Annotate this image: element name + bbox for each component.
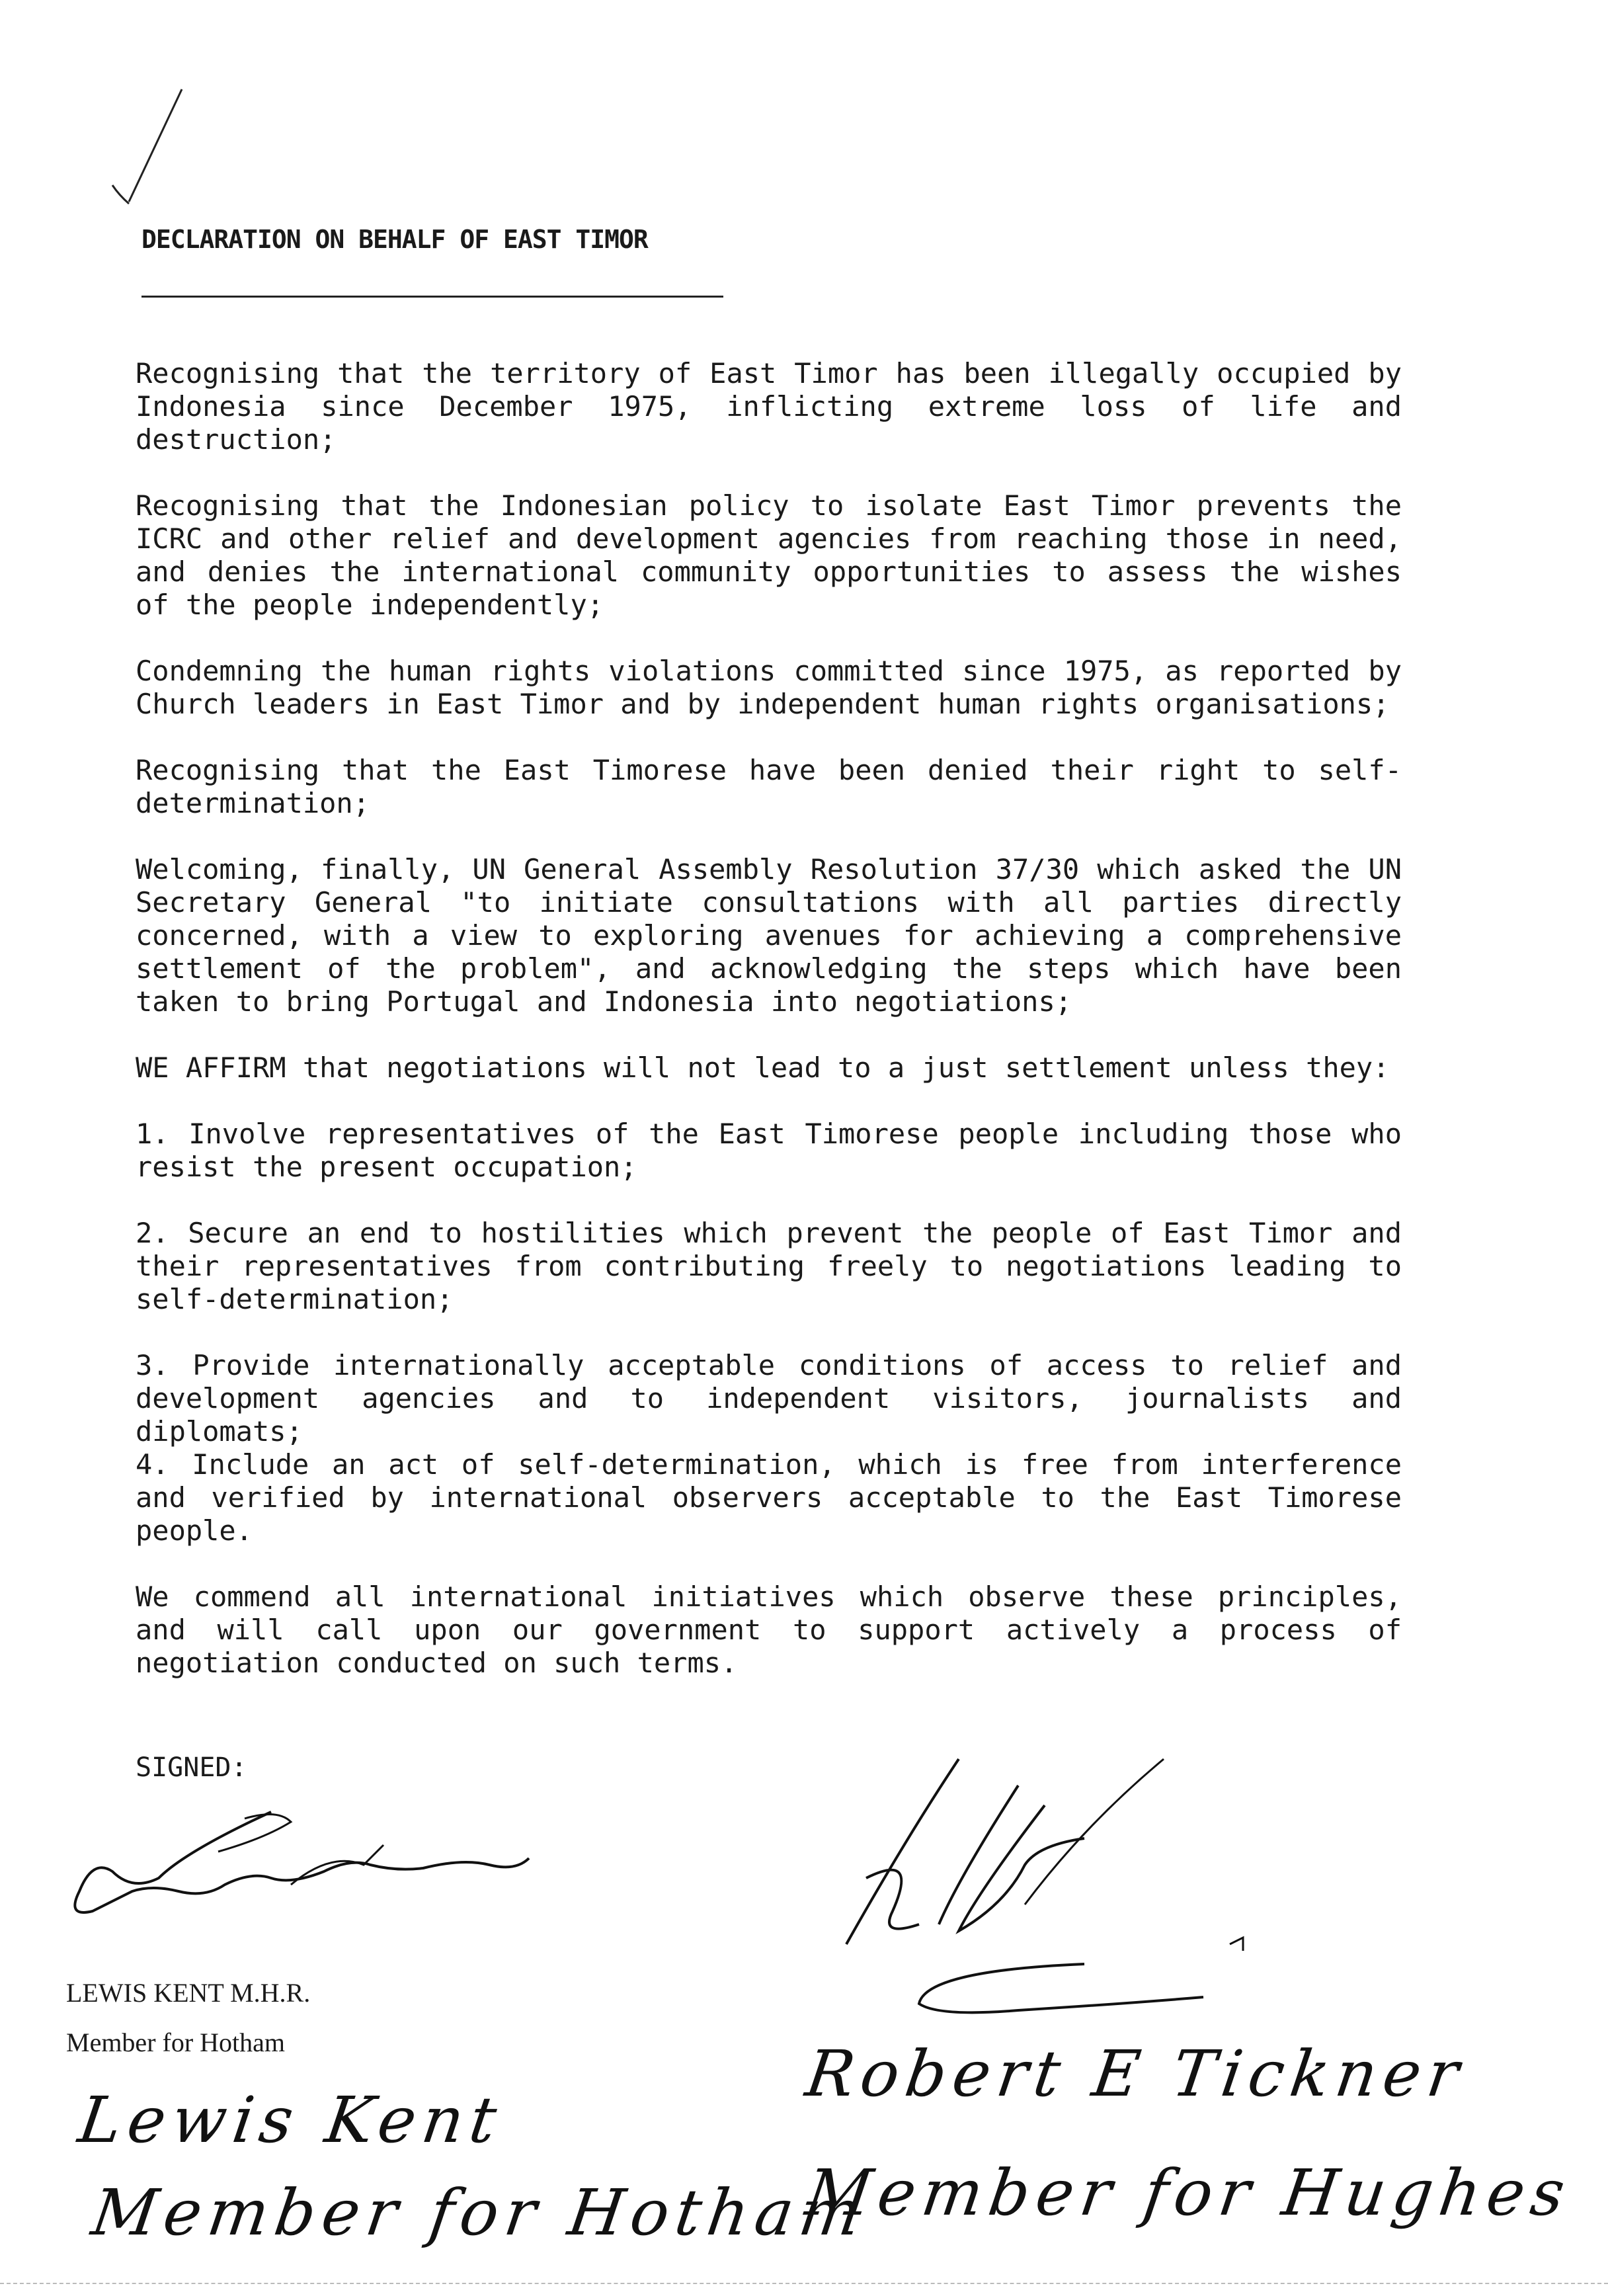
handwritten-name-1: Lewis Kent xyxy=(74,2083,508,2157)
signed-label: SIGNED: xyxy=(136,1752,247,1783)
signatory-1-name: LEWIS KENT M.H.R. xyxy=(66,1978,311,2008)
paragraph-1: Recognising that the territory of East Timor has been illegally occupied by Indonesia since December 1975, inflicting extreme loss of life and destruction; xyxy=(136,357,1402,456)
list-item-3: 3. Provide internationally acceptable conditions of access to relief and development agencies and to independent visitors, journalists and diplomats; xyxy=(136,1349,1402,1448)
list-item-2: 2. Secure an end to hostilities which prevent the people of East Timor and their representatives from contributing freely to negotiations leading to self-determination; xyxy=(136,1217,1402,1315)
signatory-1-role: Member for Hotham xyxy=(66,2028,286,2057)
closing-paragraph: We commend all international initiatives which observe these principles, and will call upon our government to support actively a process of negotiation conducted on such terms. xyxy=(136,1580,1402,1679)
handwritten-role-2: Member for Hughes xyxy=(801,2156,1576,2230)
handwritten-name-2: Robert E Tickner xyxy=(801,2037,1470,2111)
affirm-statement: WE AFFIRM that negotiations will not lead to a just settlement unless they: xyxy=(136,1051,1390,1084)
handwritten-role-1: Member for Hotham xyxy=(87,2176,872,2250)
title-underline xyxy=(141,296,723,298)
page-bottom-edge xyxy=(0,2283,1608,2284)
signature-robert-tickner xyxy=(807,1746,1336,2024)
list-item-1: 1. Involve representatives of the East Timorese people including those who resist the present occupation; xyxy=(136,1118,1402,1183)
paragraph-3: Condemning the human rights violations committed since 1975, as reported by Church leaders in East Timor and by independent human rights organisations; xyxy=(136,655,1402,720)
signature-lewis-kent xyxy=(53,1792,555,1924)
paragraph-5: Welcoming, finally, UN General Assembly Resolution 37/30 which asked the UN Secretary General "to initiate consultations with all parties directly concerned, with a view to exploring avenues for achieving a comprehensive settlement of the problem", and acknowledging the steps which have been taken to bring Portugal and Indonesia into negotiations; xyxy=(136,853,1402,1018)
list-item-4: 4. Include an act of self-determination, which is free from interference and verified by international observers acceptable to the East Timorese people. xyxy=(136,1448,1402,1547)
paragraph-2: Recognising that the Indonesian policy to isolate East Timor prevents the ICRC and other relief and development agencies from reaching those in need, and denies the international community opportunities to assess the wishes of the people independently; xyxy=(136,489,1402,621)
document-title: DECLARATION ON BEHALF OF EAST TIMOR xyxy=(141,225,648,254)
paragraph-4: Recognising that the East Timorese have been denied their right to self-determination; xyxy=(136,754,1402,819)
check-mark-icon xyxy=(99,79,205,212)
